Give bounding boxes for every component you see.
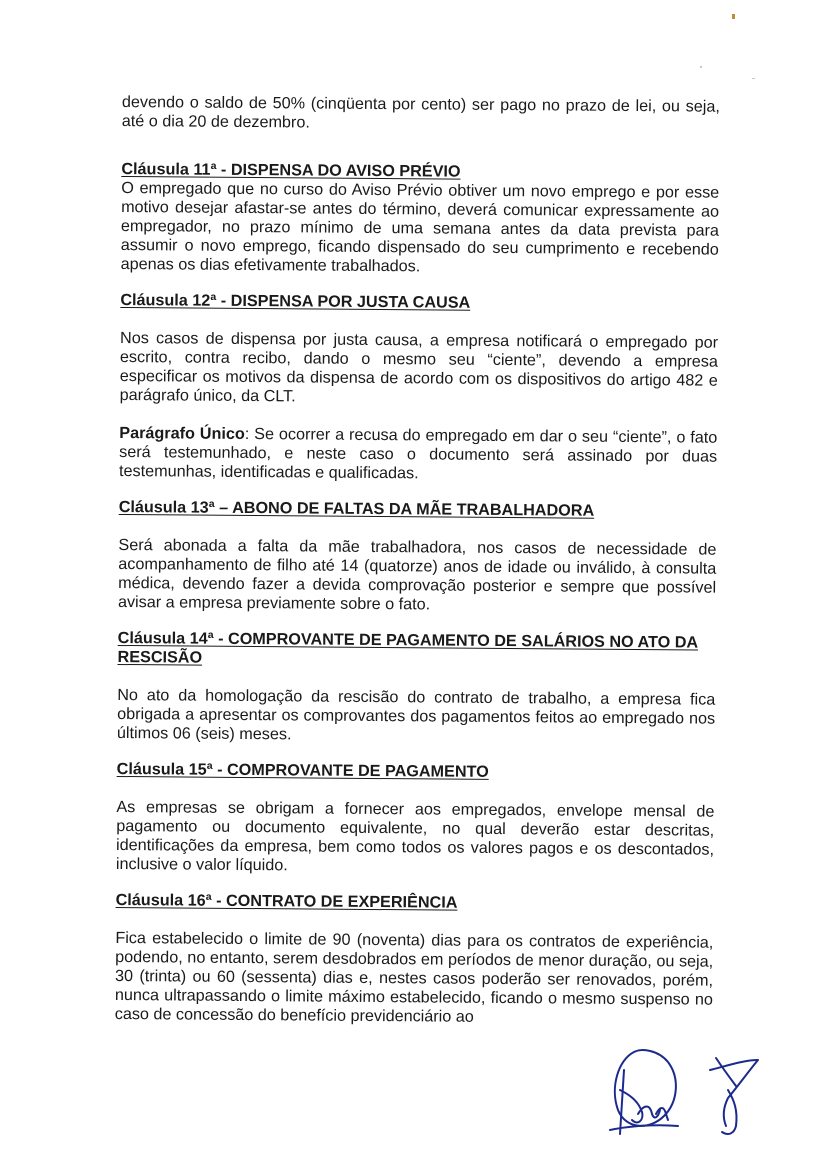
paper-speck [700,66,702,68]
clause-14 [117,629,716,748]
clause-13 [118,498,717,617]
sole-paragraph-label: Parágrafo Único [119,423,245,443]
handwritten-signature [598,1030,778,1140]
clause-15 [116,760,715,879]
sole-paragraph-text: : Se ocorrer a recusa do empregado em dar o seu “ciente”, o fato será testemunhado, e neste caso o documento será assinado por duas testemunhas, identificadas e qualificadas. [118,424,718,483]
clause-paragraph: O empregado que no curso do Aviso Prévio obtiver um novo emprego e por esse motivo desejar afastar-se antes do término, deverá comunicar expressamente ao empregador, no prazo mínimo de uma semana antes da data prevista para assumir o novo emprego, ficando dispensado do seu cumprimento e recebendo apenas os dias efetivamente trabalhados. [120,178,720,276]
clause-title: Cláusula 13ª – ABONO DE FALTAS DA MÃE TRABALHADORA [118,497,595,520]
clause-title: Cláusula 12ª - DISPENSA POR JUSTA CAUSA [120,290,471,312]
clause-paragraph: Nos casos de dispensa por justa causa, a empresa notificará o empregado por escrito, contra recibo, dando o mesmo seu “ciente”, devendo a empresa especificar os motivos da dispensa de acordo com os dispositivos do artigo 482 e parágrafo único, da CLT. [119,328,719,406]
document-body [115,93,720,1029]
clause-title: Cláusula 15ª - COMPROVANTE DE PAGAMENTO [116,759,489,781]
intro-paragraph: devendo o saldo de 50% (cinqüenta por cento) ser pago no prazo de lei, ou seja, até o dia 20 de dezembro. [121,93,720,132]
clause-12 [119,291,718,486]
clause-paragraph: As empresas se obrigam a fornecer aos empregados, envelope mensal de pagamento ou documento equivalente, no qual deverão estar descritas, identificações da empresa, bem como todos os valores pagos e os descontados, inclusive o valor líquido. [115,797,715,875]
clause-title: Cláusula 14ª - COMPROVANTE DE PAGAMENTO DE SALÁRIOS NO ATO DA RESCISÃO [117,628,699,667]
sole-paragraph [119,424,717,486]
clause-paragraph: No ato da homologação da rescisão do contrato de trabalho, a empresa fica obrigada a apresentar os comprovantes dos pagamentos feitos ao empregado nos últimos 06 (seis) meses. [116,685,716,744]
paper-speck [752,78,755,79]
clause-16 [115,891,714,1029]
clause-title: Cláusula 11ª - DISPENSA DO AVISO PRÉVIO [121,159,461,181]
clause-paragraph: Fica estabelecido o limite de 90 (noventa) dias para os contratos de experiência, podendo, no entanto, serem desdobrados em períodos de menor duração, ou seja, 30 (trinta) ou 60 (sessenta) dias e, nestes casos poderão ser renovados, porém, nunca ultrapassando o limite máximo estabelecido, ficando o mesmo suspenso no caso de concessão do benefício previdenciário ao [114,928,714,1026]
clause-paragraph: Será abonada a falta da mãe trabalhadora, nos casos de necessidade de acompanhamento de filho até 14 (quatorze) anos de idade ou inválido, à consulta médica, devendo fazer a devida comprovação posterior e sempre que possível avisar a empresa previamente sobre o fato. [117,535,717,614]
clause-title: Cláusula 16ª - CONTRATO DE EXPERIÊNCIA [115,890,458,912]
paper-mark [732,14,735,19]
clause-11 [121,160,720,279]
